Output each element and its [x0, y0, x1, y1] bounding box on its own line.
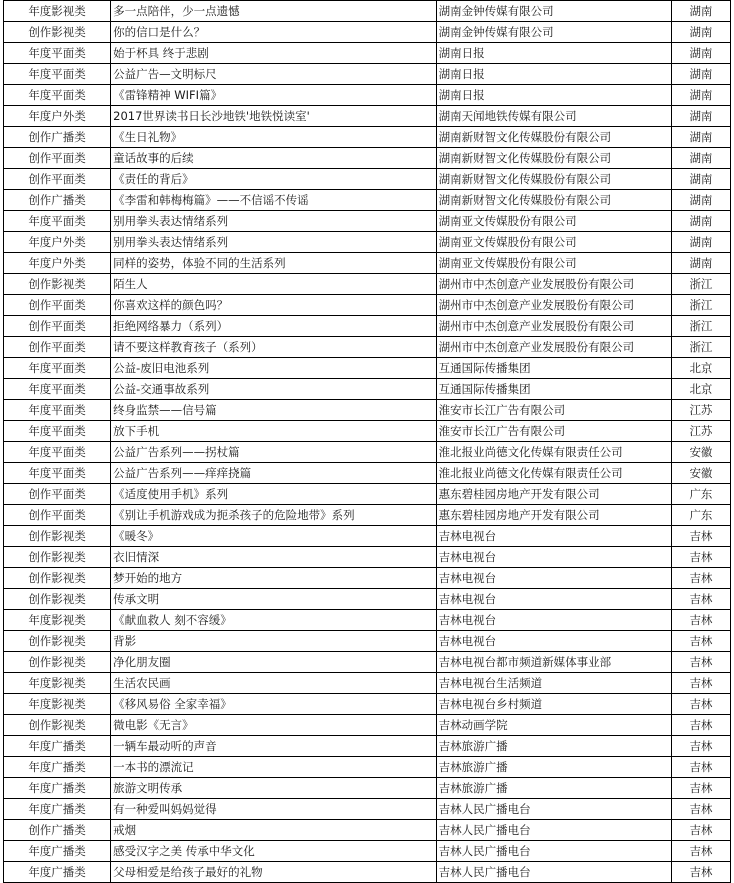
- table-row: [4, 421, 731, 442]
- company-cell: 吉林人民广播电台: [436, 862, 671, 883]
- award-category-cell: 年度户外类: [4, 232, 111, 253]
- company-cell: 互通国际传播集团: [436, 358, 671, 379]
- work-title-cell: 有一种爱叫妈妈觉得: [111, 799, 436, 820]
- work-title-cell: 衣旧情深: [111, 547, 436, 568]
- province-cell: 吉林: [671, 610, 730, 631]
- work-title-cell: 请不要这样教育孩子（系列）: [111, 337, 436, 358]
- award-category-cell: 年度平面类: [4, 442, 111, 463]
- work-title-cell: 净化朋友圈: [111, 652, 436, 673]
- award-category-cell: 创作平面类: [4, 337, 111, 358]
- province-cell: 湖南: [671, 127, 730, 148]
- company-cell: 湖州市中杰创意产业发展股份有限公司: [436, 295, 671, 316]
- table-row: [4, 232, 731, 253]
- province-cell: 吉林: [671, 757, 730, 778]
- work-title-cell: 你的信口是什么？: [111, 22, 436, 43]
- province-cell: 湖南: [671, 1, 730, 22]
- table-row: [4, 400, 731, 421]
- award-category-cell: 创作广播类: [4, 127, 111, 148]
- award-category-cell: 年度影视类: [4, 1, 111, 22]
- province-cell: 吉林: [671, 715, 730, 736]
- company-cell: 湖州市中杰创意产业发展股份有限公司: [436, 316, 671, 337]
- work-title-cell: 公益-废旧电池系列: [111, 358, 436, 379]
- table-row: [4, 841, 731, 862]
- table-row: [4, 631, 731, 652]
- company-cell: 惠东碧桂园房地产开发有限公司: [436, 484, 671, 505]
- award-category-cell: 创作影视类: [4, 547, 111, 568]
- work-title-cell: 别用拳头表达情绪系列: [111, 211, 436, 232]
- award-category-cell: 创作平面类: [4, 295, 111, 316]
- province-cell: 湖南: [671, 148, 730, 169]
- work-title-cell: 传承文明: [111, 589, 436, 610]
- work-title-cell: 你喜欢这样的颜色吗？: [111, 295, 436, 316]
- province-cell: 吉林: [671, 799, 730, 820]
- company-cell: 惠东碧桂园房地产开发有限公司: [436, 505, 671, 526]
- work-title-cell: 感受汉字之美 传承中华文化: [111, 841, 436, 862]
- award-category-cell: 创作影视类: [4, 274, 111, 295]
- company-cell: 淮安市长江广告有限公司: [436, 421, 671, 442]
- province-cell: 安徽: [671, 442, 730, 463]
- work-title-cell: 多一点陪伴，少一点遗憾: [111, 1, 436, 22]
- award-category-cell: 年度平面类: [4, 211, 111, 232]
- company-cell: 吉林电视台: [436, 568, 671, 589]
- province-cell: 北京: [671, 379, 730, 400]
- company-cell: 湖南天闻地铁传媒有限公司: [436, 106, 671, 127]
- table-row: [4, 694, 731, 715]
- province-cell: 吉林: [671, 652, 730, 673]
- table-row: [4, 484, 731, 505]
- work-title-cell: 公益广告系列——痒痒挠篇: [111, 463, 436, 484]
- province-cell: 广东: [671, 484, 730, 505]
- work-title-cell: 父母相爱是给孩子最好的礼物: [111, 862, 436, 883]
- table-row: [4, 736, 731, 757]
- award-category-cell: 年度平面类: [4, 64, 111, 85]
- award-category-cell: 年度影视类: [4, 673, 111, 694]
- company-cell: 湖南新财智文化传媒股份有限公司: [436, 148, 671, 169]
- award-category-cell: 年度平面类: [4, 85, 111, 106]
- table-row: [4, 211, 731, 232]
- company-cell: 湖南新财智文化传媒股份有限公司: [436, 190, 671, 211]
- award-category-cell: 年度广播类: [4, 757, 111, 778]
- work-title-cell: 《暖冬》: [111, 526, 436, 547]
- company-cell: 湖南新财智文化传媒股份有限公司: [436, 169, 671, 190]
- table-row: [4, 463, 731, 484]
- work-title-cell: 梦开始的地方: [111, 568, 436, 589]
- province-cell: 江苏: [671, 400, 730, 421]
- company-cell: 淮北报业尚德文化传媒有限责任公司: [436, 442, 671, 463]
- work-title-cell: 《献血救人 刻不容缓》: [111, 610, 436, 631]
- work-title-cell: 童话故事的后续: [111, 148, 436, 169]
- work-title-cell: 始于杯具 终于悲剧: [111, 43, 436, 64]
- province-cell: 广东: [671, 505, 730, 526]
- award-category-cell: 年度广播类: [4, 799, 111, 820]
- work-title-cell: 终身监禁——信号篇: [111, 400, 436, 421]
- province-cell: 吉林: [671, 568, 730, 589]
- work-title-cell: 一辆车最动听的声音: [111, 736, 436, 757]
- province-cell: 浙江: [671, 337, 730, 358]
- province-cell: 吉林: [671, 673, 730, 694]
- award-category-cell: 创作平面类: [4, 484, 111, 505]
- award-category-cell: 创作影视类: [4, 568, 111, 589]
- table-row: [4, 757, 731, 778]
- province-cell: 湖南: [671, 232, 730, 253]
- table-row: [4, 43, 731, 64]
- table-row: [4, 547, 731, 568]
- work-title-cell: 同样的姿势，体验不同的生活系列: [111, 253, 436, 274]
- table-row: [4, 106, 731, 127]
- company-cell: 淮北报业尚德文化传媒有限责任公司: [436, 463, 671, 484]
- award-category-cell: 年度户外类: [4, 253, 111, 274]
- table-row: [4, 64, 731, 85]
- award-list-table: [3, 0, 731, 883]
- award-category-cell: 年度广播类: [4, 778, 111, 799]
- work-title-cell: 公益-交通事故系列: [111, 379, 436, 400]
- company-cell: 吉林电视台: [436, 610, 671, 631]
- province-cell: 湖南: [671, 169, 730, 190]
- award-category-cell: 年度平面类: [4, 379, 111, 400]
- table-row: [4, 22, 731, 43]
- company-cell: 湖南日报: [436, 64, 671, 85]
- province-cell: 吉林: [671, 820, 730, 841]
- work-title-cell: 别用拳头表达情绪系列: [111, 232, 436, 253]
- company-cell: 吉林人民广播电台: [436, 820, 671, 841]
- work-title-cell: 公益广告—文明标尺: [111, 64, 436, 85]
- award-category-cell: 创作影视类: [4, 715, 111, 736]
- table-row: [4, 610, 731, 631]
- company-cell: 湖南金钟传媒有限公司: [436, 22, 671, 43]
- award-category-cell: 创作广播类: [4, 820, 111, 841]
- work-title-cell: 一本书的漂流记: [111, 757, 436, 778]
- province-cell: 吉林: [671, 736, 730, 757]
- province-cell: 吉林: [671, 589, 730, 610]
- table-row: [4, 127, 731, 148]
- work-title-cell: 《责任的背后》: [111, 169, 436, 190]
- company-cell: 湖南金钟传媒有限公司: [436, 1, 671, 22]
- company-cell: 湖南日报: [436, 43, 671, 64]
- award-category-cell: 年度平面类: [4, 400, 111, 421]
- province-cell: 吉林: [671, 778, 730, 799]
- company-cell: 吉林电视台: [436, 526, 671, 547]
- award-category-cell: 创作影视类: [4, 526, 111, 547]
- work-title-cell: 微电影《无言》: [111, 715, 436, 736]
- province-cell: 江苏: [671, 421, 730, 442]
- company-cell: 湖南亚文传媒股份有限公司: [436, 253, 671, 274]
- company-cell: 湖州市中杰创意产业发展股份有限公司: [436, 274, 671, 295]
- table-row: [4, 778, 731, 799]
- work-title-cell: 《生日礼物》: [111, 127, 436, 148]
- award-category-cell: 创作影视类: [4, 652, 111, 673]
- award-list-body: [4, 1, 731, 883]
- province-cell: 浙江: [671, 295, 730, 316]
- table-row: [4, 673, 731, 694]
- award-category-cell: 年度影视类: [4, 694, 111, 715]
- table-row: [4, 1, 731, 22]
- company-cell: 湖州市中杰创意产业发展股份有限公司: [436, 337, 671, 358]
- province-cell: 吉林: [671, 526, 730, 547]
- company-cell: 淮安市长江广告有限公司: [436, 400, 671, 421]
- work-title-cell: 陌生人: [111, 274, 436, 295]
- work-title-cell: 《李雷和韩梅梅篇》——不信谣不传谣: [111, 190, 436, 211]
- table-row: [4, 526, 731, 547]
- award-category-cell: 年度平面类: [4, 463, 111, 484]
- award-category-cell: 年度广播类: [4, 841, 111, 862]
- table-row: [4, 85, 731, 106]
- table-row: [4, 379, 731, 400]
- company-cell: 吉林人民广播电台: [436, 799, 671, 820]
- table-row: [4, 337, 731, 358]
- table-row: [4, 442, 731, 463]
- award-category-cell: 年度平面类: [4, 43, 111, 64]
- province-cell: 湖南: [671, 253, 730, 274]
- award-category-cell: 创作平面类: [4, 148, 111, 169]
- province-cell: 北京: [671, 358, 730, 379]
- work-title-cell: 戒烟: [111, 820, 436, 841]
- company-cell: 吉林电视台生活频道: [436, 673, 671, 694]
- award-category-cell: 创作广播类: [4, 190, 111, 211]
- province-cell: 湖南: [671, 22, 730, 43]
- work-title-cell: 拒绝网络暴力（系列）: [111, 316, 436, 337]
- table-row: [4, 169, 731, 190]
- company-cell: 互通国际传播集团: [436, 379, 671, 400]
- province-cell: 浙江: [671, 316, 730, 337]
- company-cell: 湖南亚文传媒股份有限公司: [436, 211, 671, 232]
- award-category-cell: 创作影视类: [4, 631, 111, 652]
- company-cell: 湖南日报: [436, 85, 671, 106]
- award-category-cell: 年度广播类: [4, 862, 111, 883]
- table-row: [4, 862, 731, 883]
- award-category-cell: 创作平面类: [4, 169, 111, 190]
- award-category-cell: 年度平面类: [4, 421, 111, 442]
- table-row: [4, 295, 731, 316]
- work-title-cell: 公益广告系列——拐杖篇: [111, 442, 436, 463]
- province-cell: 吉林: [671, 694, 730, 715]
- work-title-cell: 背影: [111, 631, 436, 652]
- work-title-cell: 2017世界读书日长沙地铁'地铁悦读室': [111, 106, 436, 127]
- province-cell: 浙江: [671, 274, 730, 295]
- company-cell: 吉林电视台: [436, 589, 671, 610]
- table-row: [4, 799, 731, 820]
- table-row: [4, 652, 731, 673]
- province-cell: 吉林: [671, 862, 730, 883]
- company-cell: 吉林旅游广播: [436, 757, 671, 778]
- province-cell: 湖南: [671, 211, 730, 232]
- award-category-cell: 创作影视类: [4, 589, 111, 610]
- work-title-cell: 旅游文明传承: [111, 778, 436, 799]
- province-cell: 湖南: [671, 106, 730, 127]
- province-cell: 湖南: [671, 190, 730, 211]
- company-cell: 吉林旅游广播: [436, 778, 671, 799]
- work-title-cell: 放下手机: [111, 421, 436, 442]
- province-cell: 湖南: [671, 85, 730, 106]
- table-row: [4, 568, 731, 589]
- work-title-cell: 生活农民画: [111, 673, 436, 694]
- award-category-cell: 创作平面类: [4, 505, 111, 526]
- company-cell: 吉林旅游广播: [436, 736, 671, 757]
- award-category-cell: 创作影视类: [4, 22, 111, 43]
- award-category-cell: 年度广播类: [4, 736, 111, 757]
- company-cell: 吉林电视台: [436, 547, 671, 568]
- work-title-cell: 《雷锋精神 WIFI篇》: [111, 85, 436, 106]
- company-cell: 吉林电视台: [436, 631, 671, 652]
- province-cell: 吉林: [671, 547, 730, 568]
- table-row: [4, 148, 731, 169]
- table-row: [4, 190, 731, 211]
- company-cell: 吉林电视台乡村频道: [436, 694, 671, 715]
- table-row: [4, 316, 731, 337]
- work-title-cell: 《移风易俗 全家幸福》: [111, 694, 436, 715]
- work-title-cell: 《适度使用手机》系列: [111, 484, 436, 505]
- work-title-cell: 《别让手机游戏成为扼杀孩子的危险地带》系列: [111, 505, 436, 526]
- award-category-cell: 年度平面类: [4, 358, 111, 379]
- award-category-cell: 年度影视类: [4, 610, 111, 631]
- province-cell: 湖南: [671, 64, 730, 85]
- company-cell: 吉林动画学院: [436, 715, 671, 736]
- province-cell: 安徽: [671, 463, 730, 484]
- table-row: [4, 505, 731, 526]
- company-cell: 湖南亚文传媒股份有限公司: [436, 232, 671, 253]
- table-row: [4, 589, 731, 610]
- company-cell: 吉林人民广播电台: [436, 841, 671, 862]
- province-cell: 湖南: [671, 43, 730, 64]
- company-cell: 湖南新财智文化传媒股份有限公司: [436, 127, 671, 148]
- table-row: [4, 820, 731, 841]
- province-cell: 吉林: [671, 631, 730, 652]
- award-category-cell: 年度户外类: [4, 106, 111, 127]
- table-row: [4, 253, 731, 274]
- province-cell: 吉林: [671, 841, 730, 862]
- table-row: [4, 715, 731, 736]
- award-category-cell: 创作平面类: [4, 316, 111, 337]
- company-cell: 吉林电视台都市频道新媒体事业部: [436, 652, 671, 673]
- table-row: [4, 358, 731, 379]
- table-row: [4, 274, 731, 295]
